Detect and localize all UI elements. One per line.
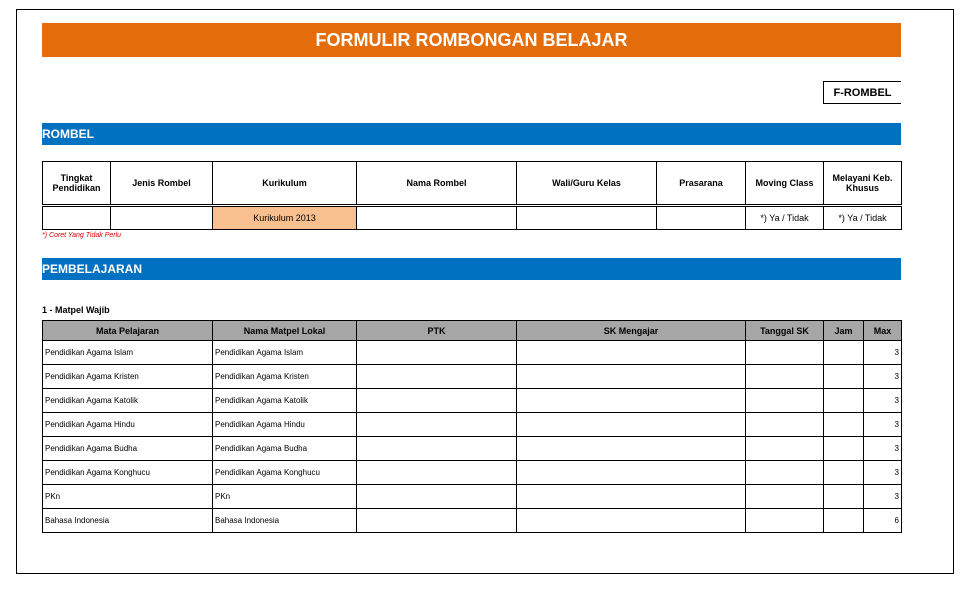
table-cell: Pendidikan Agama Hindu xyxy=(43,413,213,437)
table-cell: 3 xyxy=(864,365,902,389)
column-header: Wali/Guru Kelas xyxy=(517,162,657,206)
table-cell[interactable] xyxy=(824,461,864,485)
table-cell[interactable] xyxy=(357,365,517,389)
table-cell[interactable] xyxy=(357,461,517,485)
table-cell: Pendidikan Agama Budha xyxy=(43,437,213,461)
table-cell: Pendidikan Agama Katolik xyxy=(43,389,213,413)
table-cell: 3 xyxy=(864,413,902,437)
rombel-cell[interactable]: Kurikulum 2013 xyxy=(213,206,357,230)
table-cell: Pendidikan Agama Konghucu xyxy=(43,461,213,485)
rombel-cell[interactable]: *) Ya / Tidak xyxy=(824,206,902,230)
table-cell: Pendidikan Agama Katolik xyxy=(213,389,357,413)
table-cell: Pendidikan Agama Budha xyxy=(213,437,357,461)
table-cell[interactable] xyxy=(746,485,824,509)
table-cell[interactable] xyxy=(517,341,746,365)
table-cell[interactable] xyxy=(357,509,517,533)
table-cell[interactable] xyxy=(517,365,746,389)
rombel-cell[interactable] xyxy=(657,206,746,230)
table-cell[interactable] xyxy=(746,365,824,389)
table-cell[interactable] xyxy=(517,389,746,413)
table-cell: Pendidikan Agama Islam xyxy=(213,341,357,365)
table-cell[interactable] xyxy=(824,509,864,533)
table-cell[interactable] xyxy=(517,485,746,509)
table-cell: Pendidikan Agama Islam xyxy=(43,341,213,365)
table-cell: 3 xyxy=(864,461,902,485)
rombel-cell[interactable] xyxy=(357,206,517,230)
table-cell: 3 xyxy=(864,485,902,509)
table-cell[interactable] xyxy=(746,389,824,413)
column-header: Moving Class xyxy=(746,162,824,206)
column-header: Jenis Rombel xyxy=(111,162,213,206)
table-row xyxy=(43,413,902,437)
table-cell[interactable] xyxy=(517,509,746,533)
table-cell[interactable] xyxy=(824,341,864,365)
matpel-table xyxy=(42,320,902,533)
table-cell[interactable] xyxy=(517,461,746,485)
table-row xyxy=(43,437,902,461)
table-cell[interactable] xyxy=(824,389,864,413)
form-code: F-ROMBEL xyxy=(823,81,901,104)
column-header: Kurikulum xyxy=(213,162,357,206)
column-header: Jam xyxy=(824,321,864,341)
table-cell: PKn xyxy=(213,485,357,509)
table-cell: Pendidikan Agama Hindu xyxy=(213,413,357,437)
table-cell[interactable] xyxy=(824,413,864,437)
table-cell[interactable] xyxy=(357,485,517,509)
column-header: Max xyxy=(864,321,902,341)
table-cell[interactable] xyxy=(357,413,517,437)
table-row xyxy=(43,365,902,389)
table-cell: Bahasa Indonesia xyxy=(213,509,357,533)
rombel-cell[interactable] xyxy=(43,206,111,230)
table-cell[interactable] xyxy=(746,437,824,461)
subsection-title: 1 - Matpel Wajib xyxy=(42,305,110,315)
column-header: Nama Rombel xyxy=(357,162,517,206)
table-cell: Pendidikan Agama Kristen xyxy=(213,365,357,389)
form-title: FORMULIR ROMBONGAN BELAJAR xyxy=(42,23,901,57)
rombel-table xyxy=(42,161,902,230)
table-cell[interactable] xyxy=(746,413,824,437)
table-cell: 3 xyxy=(864,341,902,365)
section-rombel: ROMBEL xyxy=(42,123,901,145)
note-text: *) Coret Yang Tidak Perlu xyxy=(42,232,122,239)
table-cell[interactable] xyxy=(357,389,517,413)
table-row xyxy=(43,389,902,413)
column-header: Prasarana xyxy=(657,162,746,206)
table-cell: 6 xyxy=(864,509,902,533)
section-pembelajaran: PEMBELAJARAN xyxy=(42,258,901,280)
table-row xyxy=(43,509,902,533)
column-header: Melayani Keb. Khusus xyxy=(824,162,902,206)
table-cell[interactable] xyxy=(824,437,864,461)
rombel-cell[interactable] xyxy=(111,206,213,230)
rombel-cell[interactable] xyxy=(517,206,657,230)
table-cell: 3 xyxy=(864,437,902,461)
column-header: SK Mengajar xyxy=(517,321,746,341)
column-header: PTK xyxy=(357,321,517,341)
column-header: Tingkat Pendidikan xyxy=(43,162,111,206)
column-header: Tanggal SK xyxy=(746,321,824,341)
table-cell[interactable] xyxy=(824,485,864,509)
table-cell[interactable] xyxy=(746,461,824,485)
rombel-cell[interactable]: *) Ya / Tidak xyxy=(746,206,824,230)
table-row xyxy=(43,461,902,485)
table-cell: PKn xyxy=(43,485,213,509)
table-cell[interactable] xyxy=(517,437,746,461)
table-row xyxy=(43,341,902,365)
table-cell: Pendidikan Agama Konghucu xyxy=(213,461,357,485)
table-cell[interactable] xyxy=(746,341,824,365)
table-cell: Bahasa Indonesia xyxy=(43,509,213,533)
table-cell[interactable] xyxy=(517,413,746,437)
table-cell: 3 xyxy=(864,389,902,413)
column-header: Nama Matpel Lokal xyxy=(213,321,357,341)
table-row xyxy=(43,485,902,509)
table-cell[interactable] xyxy=(746,509,824,533)
table-cell: Pendidikan Agama Kristen xyxy=(43,365,213,389)
table-cell[interactable] xyxy=(824,365,864,389)
table-cell[interactable] xyxy=(357,437,517,461)
column-header: Mata Pelajaran xyxy=(43,321,213,341)
table-cell[interactable] xyxy=(357,341,517,365)
